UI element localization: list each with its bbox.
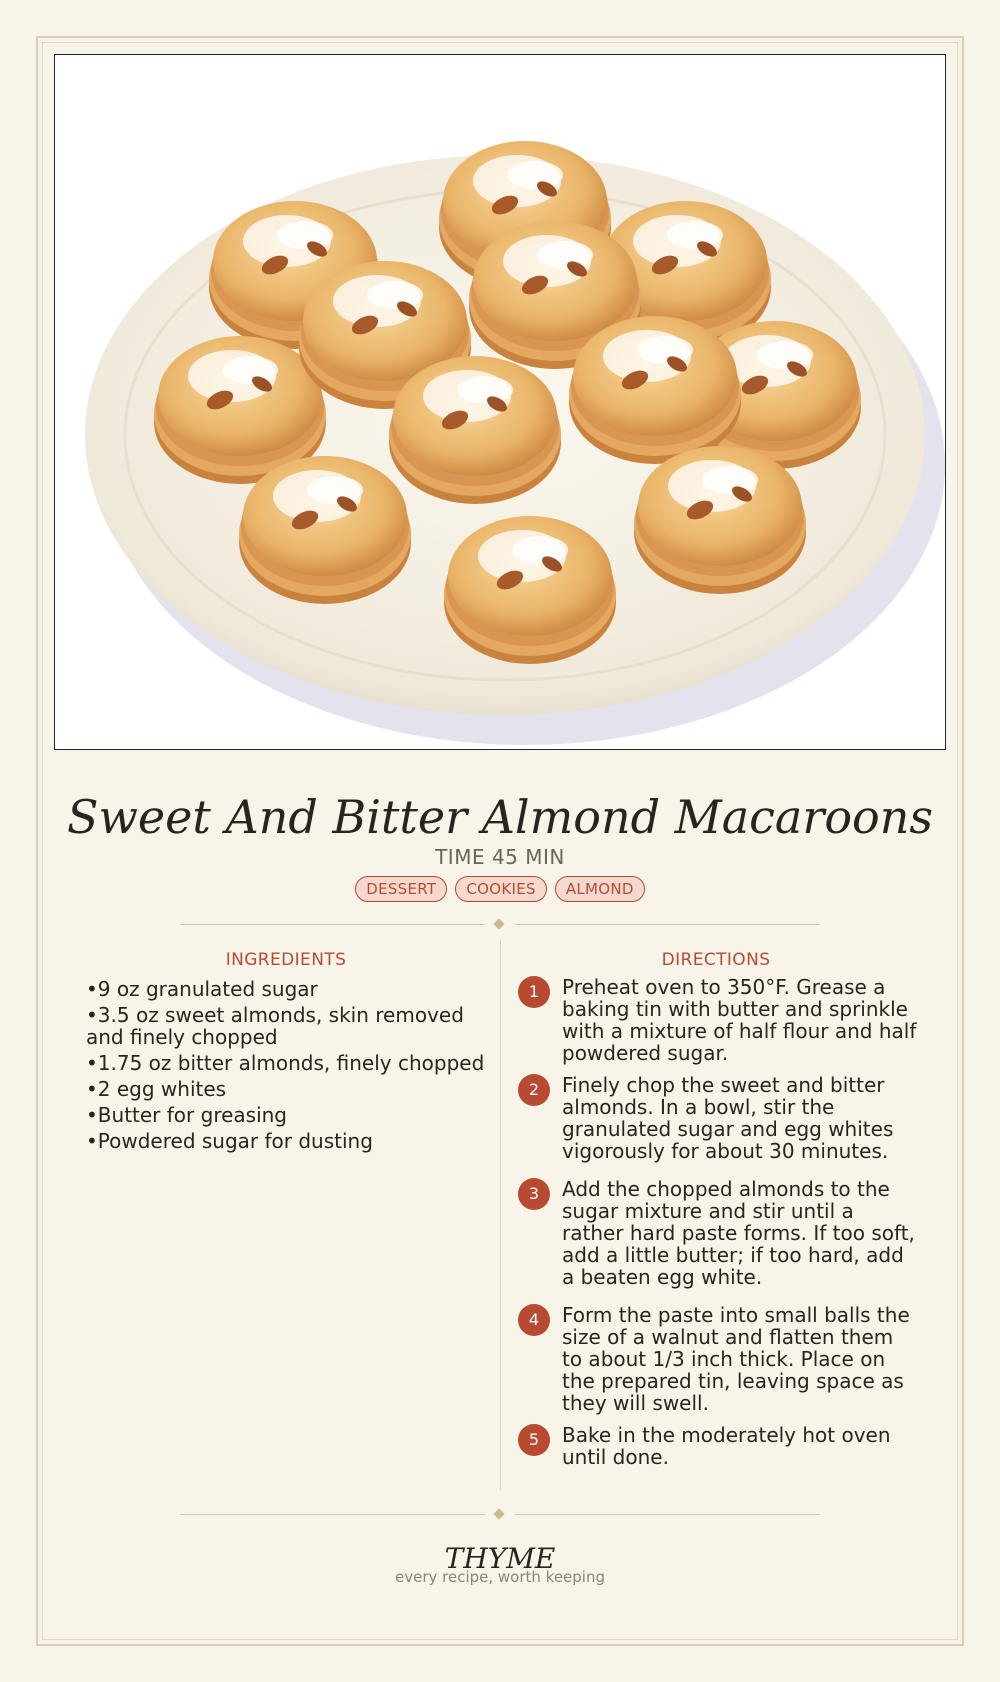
recipe-title: Sweet And Bitter Almond Macaroons bbox=[67, 790, 933, 844]
recipe-photo bbox=[54, 54, 946, 750]
step-number-badge: 1 bbox=[518, 976, 550, 1008]
step-text: Finely chop the sweet and bitter almonds. In a bowl, stir the granulated sugar and egg whites vigorously for about 30 minutes. bbox=[562, 1073, 894, 1163]
tag-dessert[interactable]: DESSERT bbox=[355, 876, 447, 902]
column-divider bbox=[500, 940, 501, 1490]
ingredient-item: • 9 oz granulated sugar bbox=[86, 978, 486, 1000]
ingredient-item: • 2 egg whites bbox=[86, 1078, 486, 1100]
step-text: Form the paste into small balls the size of a walnut and flatten them to about 1/3 inch thick. Place on the prepared tin, leaving space as they will swell. bbox=[562, 1303, 910, 1415]
diamond-ornament-icon bbox=[493, 1508, 504, 1519]
macaroons-plate-illustration bbox=[55, 55, 945, 749]
ingredient-item: • 3.5 oz sweet almonds, skin removed and finely chopped bbox=[86, 1004, 486, 1048]
step-number-badge: 4 bbox=[518, 1304, 550, 1336]
step-number-badge: 5 bbox=[518, 1424, 550, 1456]
direction-step bbox=[518, 1424, 918, 1468]
brand-name: THYME bbox=[444, 1542, 556, 1575]
step-text: Preheat oven to 350°F. Grease a baking tin with butter and sprinkle with a mixture of half flour and half powdered sugar. bbox=[562, 975, 917, 1065]
ingredient-item: • Butter for greasing bbox=[86, 1104, 486, 1126]
ingredients-heading: INGREDIENTS bbox=[225, 950, 347, 970]
brand-tagline: every recipe, worth keeping bbox=[394, 1568, 605, 1586]
tag-almond[interactable]: ALMOND bbox=[555, 876, 645, 902]
step-text: Bake in the moderately hot oven until done. bbox=[562, 1423, 891, 1469]
step-text: Add the chopped almonds to the sugar mixture and stir until a rather hard paste forms. If too soft, add a little butter; if too hard, add a beaten egg white. bbox=[562, 1177, 915, 1289]
direction-step bbox=[518, 1304, 918, 1414]
directions-list bbox=[518, 976, 918, 1468]
top-divider bbox=[180, 918, 820, 932]
ingredients-list bbox=[86, 978, 486, 1156]
direction-step bbox=[518, 1178, 918, 1288]
tag-cookies[interactable]: COOKIES bbox=[455, 876, 546, 902]
step-number-badge: 2 bbox=[518, 1074, 550, 1106]
cook-time: TIME 45 MIN bbox=[435, 845, 565, 869]
step-number-badge: 3 bbox=[518, 1178, 550, 1210]
tag-list bbox=[0, 876, 1000, 902]
ingredient-item: • 1.75 oz bitter almonds, finely chopped bbox=[86, 1052, 486, 1074]
ingredient-item: • Powdered sugar for dusting bbox=[86, 1130, 486, 1152]
direction-step bbox=[518, 976, 918, 1064]
diamond-ornament-icon bbox=[493, 918, 504, 929]
directions-heading: DIRECTIONS bbox=[661, 950, 771, 970]
bottom-divider bbox=[180, 1508, 820, 1522]
direction-step bbox=[518, 1074, 918, 1162]
